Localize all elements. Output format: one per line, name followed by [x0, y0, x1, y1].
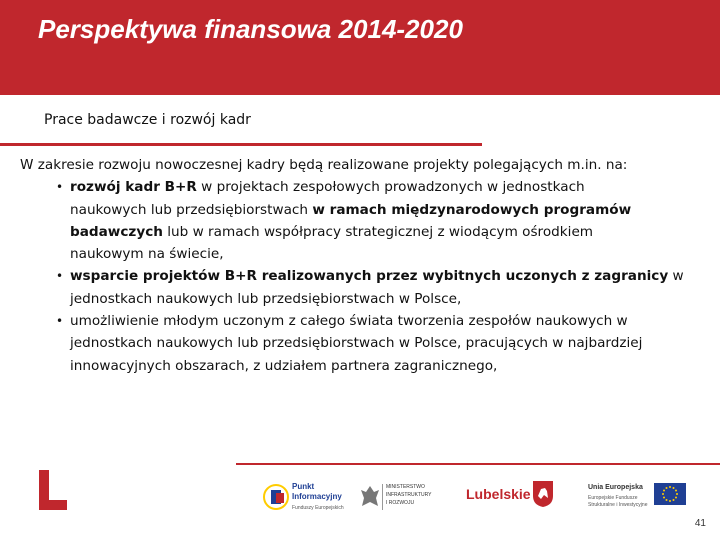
logo-text: INFRASTRUKTURY: [386, 492, 432, 498]
bold-text: rozwój kadr B+R: [70, 179, 197, 196]
eu-logo: [588, 478, 690, 518]
bullet-line: [70, 199, 700, 221]
text-run: innowacyjnych obszarach, z udziałem partnera zagranicznego,: [70, 357, 498, 374]
lubelskie-logo: [466, 478, 558, 518]
text-run: w: [668, 268, 684, 285]
slide-subtitle: Prace badawcze i rozwój kadr: [44, 112, 251, 128]
slide-title: Perspektywa finansowa 2014-2020: [38, 14, 463, 44]
text-run: naukowych lub przedsiębiorstwach: [70, 201, 313, 218]
bold-text: w ramach międzynarodowych programów: [312, 201, 632, 218]
bullet-icon: •: [56, 314, 64, 329]
text-run: umożliwienie młodym uczonym z całego świata tworzenia zespołów naukowych w: [70, 313, 628, 330]
eagle-emblem-icon: [360, 484, 380, 510]
header-bar: [0, 0, 720, 95]
logo-separator: [382, 484, 383, 510]
bullet-icon: •: [56, 180, 64, 195]
text-run: naukowym na świecie,: [70, 246, 224, 263]
logo-text: Lubelskie: [466, 486, 531, 502]
subtitle-divider: [0, 143, 482, 146]
logo-text: Europejskie Fundusze: [588, 495, 638, 501]
page-number: 41: [694, 518, 706, 529]
coat-of-arms-icon: [532, 480, 554, 508]
logo-text: Strukturalne i Inwestycyjne: [588, 502, 648, 508]
star-emblem-icon: [262, 480, 290, 514]
bullet-line: [70, 288, 700, 310]
bullet-line: [70, 332, 700, 354]
bullet-line: [70, 310, 700, 332]
eu-flag-icon: [654, 483, 686, 505]
bullet-icon: •: [56, 269, 64, 284]
bold-text: badawczych: [70, 223, 163, 240]
bullet-item: [56, 265, 700, 310]
logo-text: Unia Europejska: [588, 484, 643, 491]
punkt-informacyjny-logo: [262, 478, 362, 518]
bullet-line: [70, 221, 700, 243]
ministry-logo: [360, 478, 450, 518]
bullet-line: [70, 265, 700, 287]
bullet-line: [70, 355, 700, 377]
lublin-l-logo-icon: [38, 470, 68, 510]
text-run: jednostkach naukowych lub przedsiębiorstwach w Polsce, pracujących w najbardziej: [70, 335, 643, 352]
intro-text: W zakresie rozwoju nowoczesnej kadry będą realizowane projekty polegających m.in. na:: [20, 157, 628, 173]
bullet-line: [70, 176, 700, 198]
text-run: jednostkach naukowych lub przedsiębiorstwach w Polsce,: [70, 290, 462, 307]
slide-body: [20, 154, 700, 377]
logo-text: Funduszy Europejskich: [292, 505, 344, 511]
text-run: w projektach zespołowych prowadzonych w jednostkach: [196, 179, 585, 196]
footer-divider: [236, 463, 720, 465]
bullet-line: [70, 243, 700, 265]
logo-text: MINISTERSTWO: [386, 484, 425, 490]
bullet-item: [56, 310, 700, 377]
logo-text: I ROZWOJU: [386, 500, 415, 506]
text-run: lub w ramach współpracy strategicznej z wiodącym ośrodkiem: [162, 223, 594, 240]
bullet-item: [56, 176, 700, 265]
logo-text: Punkt: [292, 482, 315, 491]
bold-text: wsparcie projektów B+R realizowanych przez wybitnych uczonych z zagranicy: [70, 268, 669, 285]
bullet-list: [56, 176, 700, 377]
logo-text: Informacyjny: [292, 492, 342, 501]
